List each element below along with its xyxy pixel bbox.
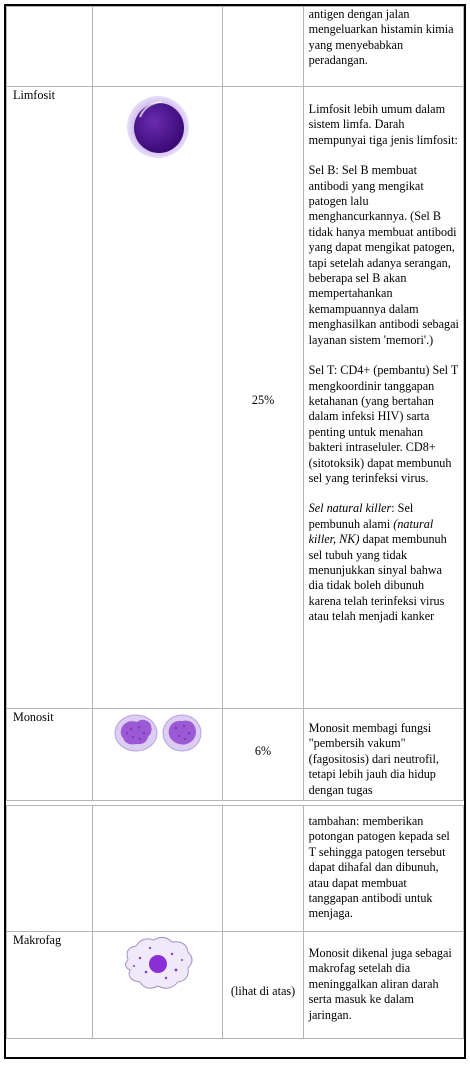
monocyte-image (113, 713, 159, 753)
nk-text-2: dapat membunuh sel tubuh yang tidak menunjukkan sinyal bahwa dia tidak boleh dibunuh karena telah terinfeksi virus atau telah menjadi kanker (308, 532, 447, 624)
percent-value: 25% (251, 393, 275, 407)
table-row (7, 7, 464, 87)
name-cell (7, 709, 93, 801)
percent-cell (223, 709, 303, 801)
nk-label: Sel natural killer (308, 501, 392, 516)
name-cell (7, 7, 93, 87)
cell-type-name: Makrofag (13, 933, 62, 947)
description-cell (303, 806, 463, 932)
percent-cell (223, 87, 303, 709)
leukocyte-table (6, 6, 464, 1039)
description-text: tambahan: memberikan potongan patogen kepada sel T sehingga patogen tersebut dapat dihafal dan dibunuh, atau dapat membuat tanggapan antibodi untuk menjaga. (308, 814, 450, 921)
description-cell (303, 932, 463, 1039)
b-cell-text: Sel B: Sel B membuat antibodi yang mengikat patogen lalu menghancurkannya. (Sel B tidak hanya membuat antibodi yang dapat mengikat patogen, tapi setelah adanya serangan, beberapa sel B akan mempertahankan kemampuannya dalam menghasilkan antibodi sebagai layanan sistem 'memori'.) (308, 163, 459, 347)
image-cell (93, 87, 223, 709)
table-row-limfosit (7, 87, 464, 709)
image-cell (93, 932, 223, 1039)
table-row-makrofag (7, 932, 464, 1039)
cell-type-name: Monosit (13, 710, 54, 724)
description-cell (303, 87, 463, 709)
cell-type-name: Limfosit (13, 88, 55, 102)
monocyte-image (161, 713, 203, 753)
table-row-monosit (7, 709, 464, 801)
nk-label-2: (natural killer, NK) (308, 516, 434, 547)
leukocyte-table-frame (4, 4, 466, 1059)
name-cell (7, 806, 93, 932)
percent-cell (223, 806, 303, 932)
nk-cell-text (309, 501, 459, 624)
percent-cell (223, 932, 303, 1039)
image-cell (93, 7, 223, 87)
name-cell (7, 87, 93, 709)
description-cell (303, 709, 463, 801)
percent-cell (223, 7, 303, 87)
table-row-continuation (7, 806, 464, 932)
t-cell-text: Sel T: CD4+ (pembantu) Sel T mengkoordinir tanggapan ketahanan (yang bertahan dalam infeksi HIV) sarta penting untuk menahan bakteri intraseluler. CD8+ (sitotoksik) dapat membunuh sel yang terinfeksi virus. (308, 363, 459, 485)
image-cell (93, 806, 223, 932)
description-text: Monosit membagi fungsi "pembersih vakum" (fagositosis) dari neutrofil, tetapi lebih jauh dia hidup dengan tugas (308, 721, 439, 797)
description-text: Monosit dikenal juga sebagai makrofag setelah dia meninggalkan aliran darah serta masuk ke dalam jaringan. (308, 946, 452, 1022)
lymphocyte-image (126, 95, 190, 159)
macrophage-image (120, 934, 196, 992)
name-cell (7, 932, 93, 1039)
image-cell (93, 709, 223, 801)
nk-text-1: : Sel pembunuh alami (308, 501, 414, 531)
description-text: antigen dengan jalan mengeluarkan histamin kimia yang menyebabkan peradangan. (308, 7, 454, 68)
lymphocyte-intro: Limfosit lebih umum dalam sistem limfa. Darah mempunyai tiga jenis limfosit: (308, 102, 458, 147)
description-cell (303, 7, 463, 87)
percent-value: 6% (254, 744, 272, 758)
percent-value: (lihat di atas) (230, 983, 296, 998)
